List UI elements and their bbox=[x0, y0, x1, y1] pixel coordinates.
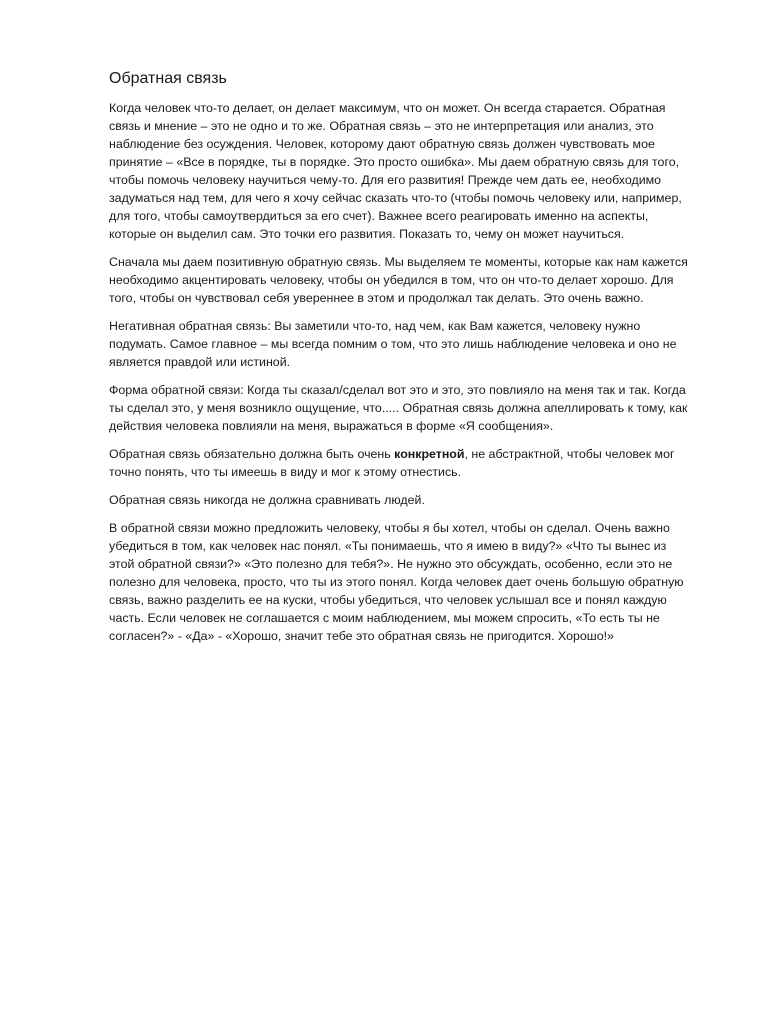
paragraph-3: Негативная обратная связь: Вы заметили что-то, над чем, как Вам кажется, человеку нужно подумать. Самое главное – мы всегда помним о том, что это лишь наблюдение человека и оно не является правдой или истиной. bbox=[109, 319, 677, 369]
document-page bbox=[109, 68, 694, 655]
document-title: Обратная связь bbox=[109, 70, 227, 87]
paragraph-2: Сначала мы даем позитивную обратную связь. Мы выделяем те моменты, которые как нам кажется необходимо акцентировать человеку, чтобы он убедился в том, что он что-то делает хорошо. Для того, чтобы он чувствовал себя увереннее в этом и продолжал так делать. Это очень важно. bbox=[109, 255, 688, 305]
paragraph-1: Когда человек что-то делает, он делает максимум, что он может. Он всегда старается. Обратная связь и мнение – это не одно и то же. Обратная связь – это не интерпретация или анализ, это наблюдение без осуждения. Человек, которому дают обратную связь должен чувствовать мое принятие – «Все в порядке, ты в порядке. Это просто ошибка». Мы даем обратную связь для того, чтобы помочь человеку научиться чему-то. Для его развития! Прежде чем дать ее, необходимо задуматься над тем, для чего я хочу сейчас сказать что-то (чтобы помочь человеку или, например, для того, чтобы самоутвердиться за его счет). Важнее всего реагировать именно на аспекты, которые он выделил сам. Это точки его развития. Показать то, чему он может научиться. bbox=[109, 101, 682, 241]
paragraph-5 bbox=[109, 445, 694, 481]
paragraph-5-bold: конкретной bbox=[394, 447, 465, 461]
paragraph-6: Обратная связь никогда не должна сравнивать людей. bbox=[109, 493, 425, 507]
paragraph-5-after: , не абстрактной, чтобы человек мог точно понять, что ты имеешь в виду и мог к этому отнестись. bbox=[109, 447, 675, 479]
paragraph-5-before: Обратная связь обязательно должна быть очень bbox=[109, 447, 395, 461]
paragraph-4: Форма обратной связи: Когда ты сказал/сделал вот это и это, это повлияло на меня так и так. Когда ты сделал это, у меня возникло ощущение, что..... Обратная связь должна апеллировать к тому, как действия человека повлияли на меня, выражаться в форме «Я сообщения». bbox=[109, 383, 688, 433]
paragraph-7: В обратной связи можно предложить человеку, чтобы я бы хотел, чтобы он сделал. Очень важно убедиться в том, как человек нас понял. «Ты понимаешь, что я имею в виду?» «Что ты вынес из этой обратной связи?» «Это полезно для тебя?». Не нужно это обсуждать, особенно, если это не полезно для человека, просто, что ты из этого понял. Когда человек дает очень большую обратную связь, важно разделить ее на куски, чтобы убедиться, что человек услышал все и понял каждую часть. Если человек не соглашается с моим наблюдением, мы можем спросить, «То есть ты не согласен?» - «Да» - «Хорошо, значит тебе это обратная связь не пригодится. Хорошо!» bbox=[109, 521, 684, 643]
